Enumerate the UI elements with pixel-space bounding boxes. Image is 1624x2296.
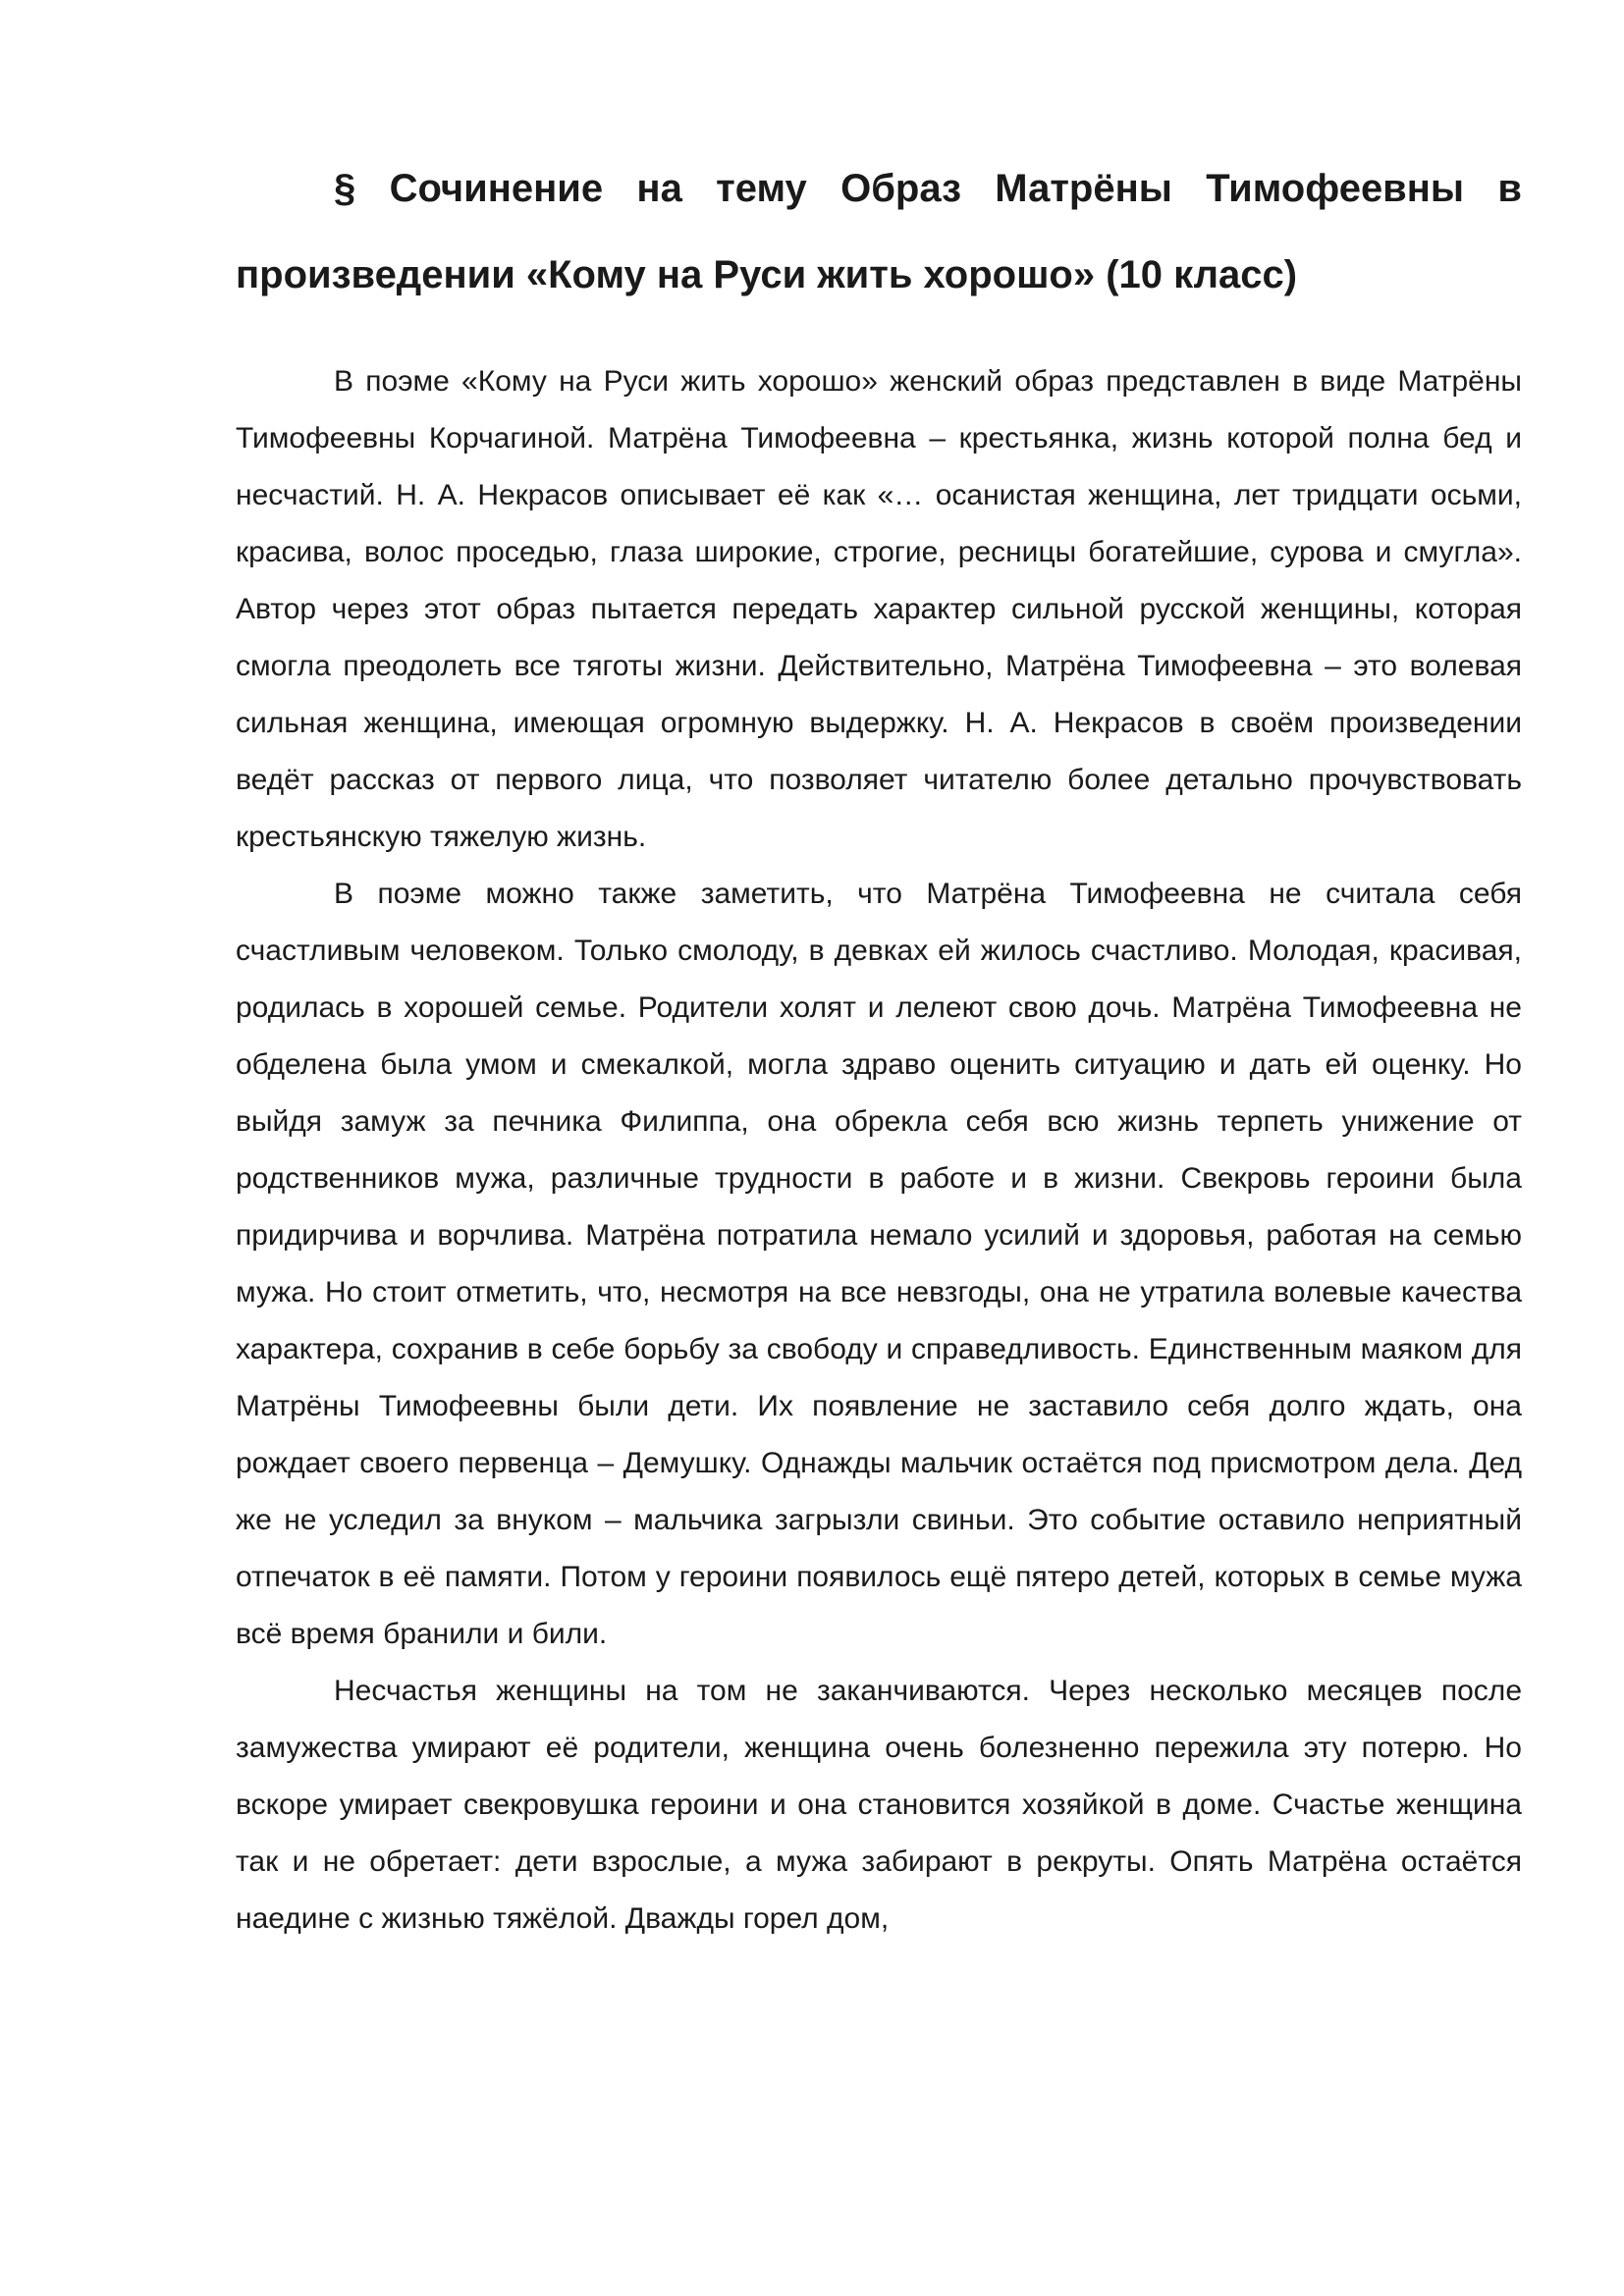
document-title: § Сочинение на тему Образ Матрёны Тимофеевны в произведении «Кому на Руси жить хорошо» (10 класс) bbox=[236, 167, 1522, 296]
document-body bbox=[236, 353, 1522, 1948]
paragraph-3: Несчастья женщины на том не заканчиваются. Через несколько месяцев после замужества умирают её родители, женщина очень болезненно пережила эту потерю. Но вскоре умирает свекровушка героини и она становится хозяйкой в доме. Счастье женщина так и не обретает: дети взрослые, а мужа забирают в рекруты. Опять Матрёна остаётся наедине с жизнью тяжёлой. Дважды горел дом, bbox=[236, 1675, 1522, 1935]
paragraph-1: В поэме «Кому на Руси жить хорошо» женский образ представлен в виде Матрёны Тимофеевны Корчагиной. Матрёна Тимофеевна – крестьянка, жизнь которой полна бед и несчастий. Н. А. Некрасов описывает её как «… осанистая женщина, лет тридцати осьми, красива, волос проседью, глаза широкие, строгие, ресницы богатейшие, сурова и смугла». Автор через этот образ пытается передать характер сильной русской женщины, которая смогла преодолеть все тяготы жизни. Действительно, Матрёна Тимофеевна – это волевая сильная женщина, имеющая огромную выдержку. Н. А. Некрасов в своём произведении ведёт рассказ от первого лица, что позволяет читателю более детально прочувствовать крестьянскую тяжелую жизнь. bbox=[236, 365, 1522, 853]
paragraph-2: В поэме можно также заметить, что Матрёна Тимофеевна не считала себя счастливым человеком. Только смолоду, в девках ей жилось счастливо. Молодая, красивая, родилась в хорошей семье. Родители холят и лелеют свою дочь. Матрёна Тимофеевна не обделена была умом и смекалкой, могла здраво оценить ситуацию и дать ей оценку. Но выйдя замуж за печника Филиппа, она обрекла себя всю жизнь терпеть унижение от родственников мужа, различные трудности в работе и в жизни. Свекровь героини была придирчива и ворчлива. Матрёна потратила немало усилий и здоровья, работая на семью мужа. Но стоит отметить, что, несмотря на все невзгоды, она не утратила волевые качества характера, сохранив в себе борьбу за свободу и справедливость. Единственным маяком для Матрёны Тимофеевны были дети. Их появление не заставило себя долго ждать, она рождает своего первенца – Демушку. Однажды мальчик остаётся под присмотром дела. Дед же не уследил за внуком – мальчика загрызли свиньи. Это событие оставило неприятный отпечаток в её памяти. Потом у героини появилось ещё пятеро детей, которых в семье мужа всё время бранили и били. bbox=[236, 878, 1522, 1650]
